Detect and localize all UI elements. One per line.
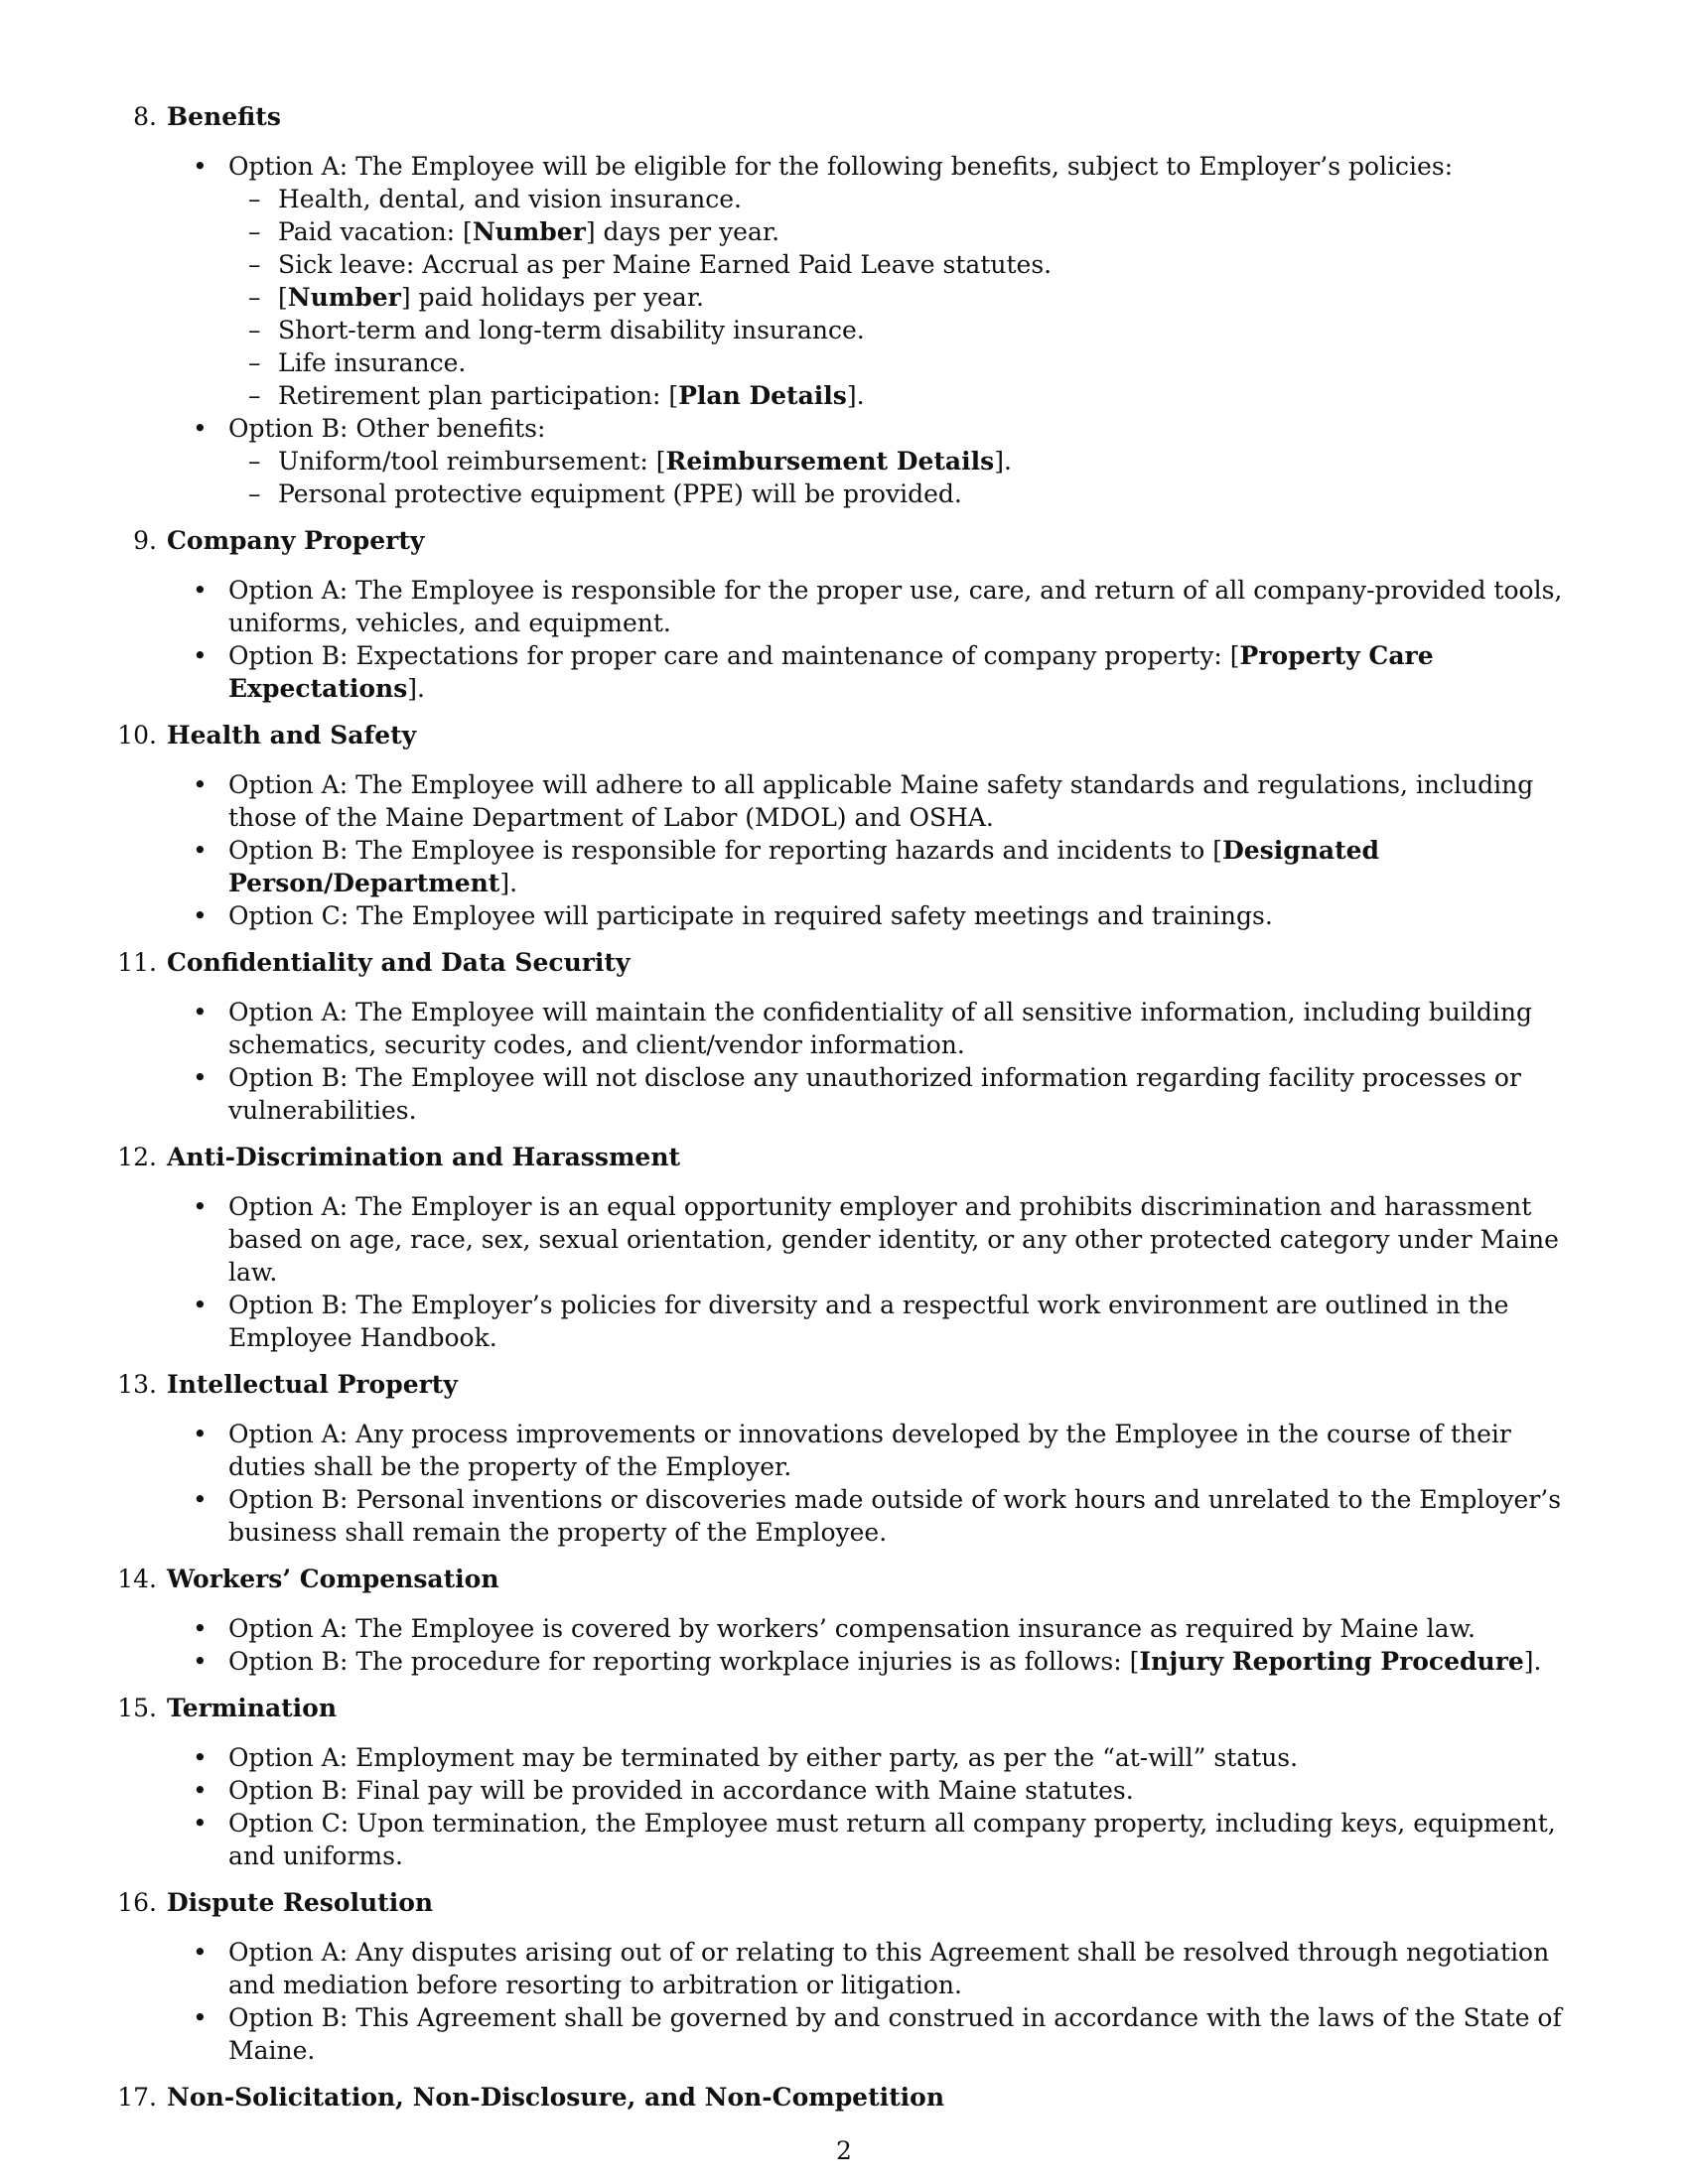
section-number: 13. bbox=[117, 1370, 157, 1399]
list-item bbox=[167, 1741, 1589, 1774]
list-item bbox=[167, 1612, 1589, 1645]
section-heading bbox=[133, 524, 1589, 557]
list-item bbox=[167, 1774, 1589, 1807]
sub-list-item bbox=[167, 248, 1589, 281]
list-text: Option A: Employment may be terminated by either party, as per the “at-will” status. bbox=[228, 1743, 1299, 1772]
section-title: Termination bbox=[167, 1694, 338, 1722]
section-number: 8. bbox=[133, 102, 157, 131]
section-title: Anti-Discrimination and Harassment bbox=[167, 1143, 681, 1171]
sub-list-item bbox=[167, 445, 1589, 478]
section-title: Dispute Resolution bbox=[167, 1888, 434, 1917]
section-heading bbox=[117, 2081, 1589, 2114]
list-text: Option B: The Employee will not disclose any unauthorized information regarding facility processes or vulnerabilities. bbox=[228, 1063, 1521, 1125]
list-text: Option A: The Employee is covered by workers’ compensation insurance as required by Maine law. bbox=[228, 1614, 1476, 1643]
list-text: Option A: The Employee will maintain the confidentiality of all sensitive information, including building schematics, security codes, and client/vendor information. bbox=[228, 998, 1533, 1059]
section-heading bbox=[133, 100, 1589, 133]
list-text: Health, dental, and vision insurance. bbox=[278, 185, 743, 213]
list-item bbox=[167, 1483, 1589, 1549]
list-text: Life insurance. bbox=[278, 348, 467, 377]
list-text: Retirement plan participation: [ bbox=[278, 381, 679, 410]
list-item bbox=[167, 2001, 1589, 2067]
list-item bbox=[167, 1936, 1589, 2001]
sub-list-item bbox=[167, 314, 1589, 346]
list-text: Option A: Any process improvements or innovations developed by the Employee in the course of their duties shall be the property of the Employer. bbox=[228, 1420, 1511, 1481]
sub-list-item bbox=[167, 478, 1589, 510]
list-text: Option B: The Employer’s policies for diversity and a respectful work environment are outlined in the Employee Handbook. bbox=[228, 1291, 1509, 1352]
list-text: ] days per year. bbox=[585, 217, 780, 246]
list-item bbox=[167, 412, 1589, 445]
section-title: Intellectual Property bbox=[167, 1370, 458, 1399]
section bbox=[133, 100, 1589, 510]
list-text: Option A: The Employer is an equal opportunity employer and prohibits discrimination and harassment based on age, race, sex, sexual orientation, gender identity, or any other protected category under Maine law. bbox=[228, 1192, 1559, 1287]
section bbox=[117, 719, 1589, 932]
section-number: 9. bbox=[133, 526, 157, 555]
list-text: Short-term and long-term disability insurance. bbox=[278, 316, 865, 344]
list-item bbox=[167, 768, 1589, 834]
section bbox=[117, 1141, 1589, 1354]
list-text: Option B: The Employee is responsible for reporting hazards and incidents to [ bbox=[228, 836, 1223, 865]
sub-list-item bbox=[167, 281, 1589, 314]
sub-list-item bbox=[167, 379, 1589, 412]
list-item bbox=[167, 1289, 1589, 1354]
sub-list-item bbox=[167, 215, 1589, 248]
placeholder-field: Property Care Expectations bbox=[228, 641, 1434, 703]
list-item bbox=[167, 1190, 1589, 1289]
list-item bbox=[167, 150, 1589, 183]
section-number: 15. bbox=[117, 1694, 157, 1722]
section bbox=[117, 1692, 1589, 1872]
list-text: Option C: The Employee will participate in required safety meetings and trainings. bbox=[228, 901, 1273, 930]
sub-list-item bbox=[167, 346, 1589, 379]
list-item bbox=[167, 1061, 1589, 1127]
document-body bbox=[117, 100, 1589, 2130]
section-title: Workers’ Compensation bbox=[167, 1565, 499, 1593]
section-number: 10. bbox=[117, 721, 157, 750]
list-text: Option A: The Employee will be eligible for the following benefits, subject to Employer’s policies: bbox=[228, 152, 1454, 181]
section bbox=[117, 1563, 1589, 1678]
list-text: [ bbox=[278, 283, 288, 312]
list-text: Option B: Expectations for proper care and maintenance of company property: [ bbox=[228, 641, 1240, 670]
placeholder-field: Designated Person/Department bbox=[228, 836, 1380, 897]
list-text: Personal protective equipment (PPE) will be provided. bbox=[278, 479, 962, 508]
list-text: Sick leave: Accrual as per Maine Earned Paid Leave statutes. bbox=[278, 250, 1053, 279]
section-heading bbox=[117, 1563, 1589, 1595]
section-number: 17. bbox=[117, 2083, 157, 2112]
list-text: Option B: Other benefits: bbox=[228, 414, 546, 443]
list-item bbox=[167, 899, 1589, 932]
section bbox=[117, 1886, 1589, 2067]
list-text: Option B: Final pay will be provided in accordance with Maine statutes. bbox=[228, 1776, 1134, 1805]
list-item bbox=[167, 996, 1589, 1061]
list-text: Option A: Any disputes arising out of or relating to this Agreement shall be resolved through negotiation and mediation before resorting to arbitration or litigation. bbox=[228, 1938, 1550, 1999]
list-text: ]. bbox=[407, 674, 425, 703]
list-text: Paid vacation: [ bbox=[278, 217, 473, 246]
section-title: Confidentiality and Data Security bbox=[167, 948, 631, 977]
section-title: Non-Solicitation, Non-Disclosure, and Non-Competition bbox=[167, 2083, 945, 2112]
section bbox=[117, 2081, 1589, 2114]
section bbox=[117, 1368, 1589, 1549]
sub-list-item bbox=[167, 183, 1589, 215]
placeholder-field: Reimbursement Details bbox=[665, 447, 995, 476]
section-number: 11. bbox=[117, 948, 157, 977]
section bbox=[133, 524, 1589, 705]
list-item bbox=[167, 639, 1589, 705]
section-number: 16. bbox=[117, 1888, 157, 1917]
placeholder-field: Number bbox=[472, 217, 586, 246]
section bbox=[117, 946, 1589, 1127]
list-item bbox=[167, 1807, 1589, 1872]
section-title: Benefits bbox=[167, 102, 281, 131]
section-heading bbox=[117, 719, 1589, 751]
section-heading bbox=[117, 1692, 1589, 1724]
section-heading bbox=[117, 946, 1589, 979]
placeholder-field: Injury Reporting Procedure bbox=[1139, 1647, 1524, 1676]
section-heading bbox=[117, 1886, 1589, 1919]
list-text: Uniform/tool reimbursement: [ bbox=[278, 447, 666, 476]
list-item bbox=[167, 574, 1589, 639]
list-item bbox=[167, 834, 1589, 899]
list-text: Option B: This Agreement shall be governed by and construed in accordance with the laws of the State of Maine. bbox=[228, 2003, 1562, 2065]
list-text: Option C: Upon termination, the Employee must return all company property, including keys, equipment, and uniforms. bbox=[228, 1809, 1556, 1870]
section-number: 14. bbox=[117, 1565, 157, 1593]
list-text: ]. bbox=[994, 447, 1012, 476]
list-item bbox=[167, 1418, 1589, 1483]
section-number: 12. bbox=[117, 1143, 157, 1171]
section-title: Health and Safety bbox=[167, 721, 417, 750]
section-heading bbox=[117, 1141, 1589, 1173]
list-text: Option A: The Employee will adhere to all applicable Maine safety standards and regulations, including those of the Maine Department of Labor (MDOL) and OSHA. bbox=[228, 770, 1534, 832]
placeholder-field: Number bbox=[287, 283, 401, 312]
list-text: ] paid holidays per year. bbox=[400, 283, 704, 312]
list-text: ]. bbox=[499, 869, 518, 897]
section-title: Company Property bbox=[167, 526, 425, 555]
list-text: Option B: The procedure for reporting workplace injuries is as follows: [ bbox=[228, 1647, 1140, 1676]
list-text: Option B: Personal inventions or discoveries made outside of work hours and unrelated to the Employer’s business shall remain the property of the Employee. bbox=[228, 1485, 1562, 1547]
list-text: Option A: The Employee is responsible for the proper use, care, and return of all company-provided tools, uniforms, vehicles, and equipment. bbox=[228, 576, 1563, 637]
list-text: ]. bbox=[1523, 1647, 1542, 1676]
list-text: ]. bbox=[846, 381, 865, 410]
page-number: 2 bbox=[836, 2136, 852, 2165]
section-heading bbox=[117, 1368, 1589, 1401]
placeholder-field: Plan Details bbox=[678, 381, 847, 410]
list-item bbox=[167, 1645, 1589, 1678]
